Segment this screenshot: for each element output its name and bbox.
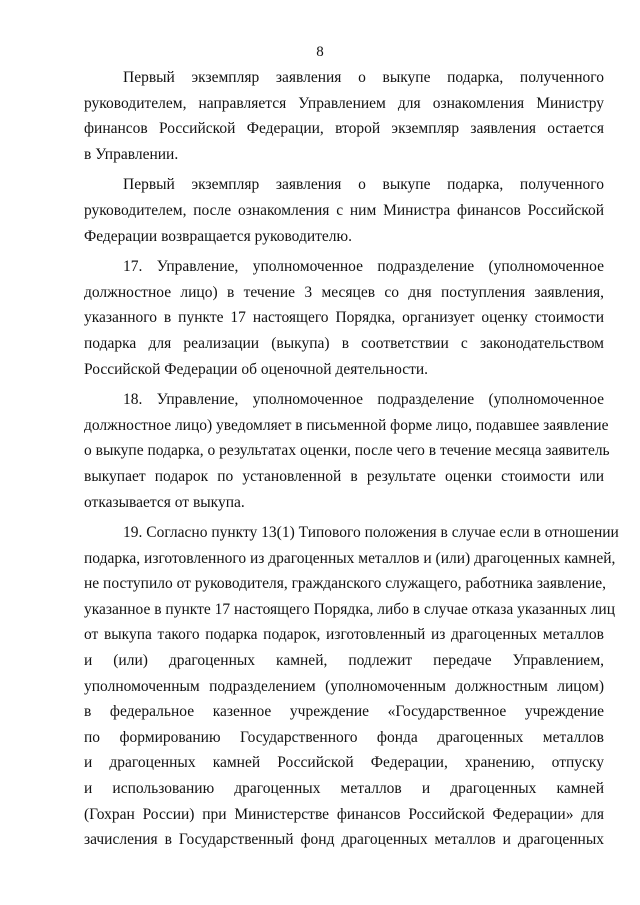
- text-line: руководителем, направляется Управлением для ознакомления Министру: [84, 94, 604, 112]
- paragraph-1: [84, 65, 604, 167]
- text-line: руководителем, после ознакомления с ним Министра финансов Российской: [84, 201, 604, 219]
- text-line: не поступило от руководителя, гражданского служащего, работника заявление,: [84, 575, 607, 593]
- text-line: и использованию драгоценных металлов и драгоценных камней: [84, 780, 604, 798]
- paragraph-18: [84, 387, 610, 515]
- text-line: 18. Управление, уполномоченное подразделение (уполномоченное: [123, 391, 604, 409]
- text-line: и драгоценных камней Российской Федерации, хранению, отпуску: [84, 754, 604, 772]
- text-line: Первый экземпляр заявления о выкупе подарка, полученного: [123, 176, 604, 194]
- text-line: отказывается от выкупа.: [84, 493, 245, 511]
- text-line: указанного в пункте 17 настоящего Порядка, организует оценку стоимости: [84, 309, 604, 327]
- text-line: Первый экземпляр заявления о выкупе подарка, полученного: [123, 69, 604, 86]
- text-line: выкупает подарок по установленной в результате оценки стоимости или: [84, 467, 604, 485]
- text-line: 19. Согласно пункту 13(1) Типового положения в случае если в отношении: [123, 524, 619, 542]
- text-line: (Гохран России) при Министерстве финансов Российской Федерации» для: [84, 805, 604, 823]
- text-line: должностное лицо) в течение 3 месяцев со дня поступления заявления,: [84, 283, 604, 301]
- page-number: 8: [316, 44, 324, 60]
- text-line: от выкупа такого подарка подарок, изготовленный из драгоценных металлов: [84, 626, 604, 644]
- text-line: должностное лицо) уведомляет в письменной форме лицо, подавшее заявление: [84, 416, 609, 434]
- text-line: финансов Российской Федерации, второй экземпляр заявления остается: [84, 120, 604, 138]
- text-line: в федеральное казенное учреждение «Государственное учреждение: [84, 703, 604, 721]
- text-line: по формированию Государственного фонда драгоценных металлов: [84, 728, 604, 746]
- paragraph-17: [84, 254, 604, 382]
- text-line: зачисления в Государственный фонд драгоценных металлов и драгоценных: [84, 831, 604, 849]
- text-line: Федерации возвращается руководителю.: [84, 227, 352, 245]
- text-line: подарка для реализации (выкупа) в соответствии с законодательством: [84, 334, 604, 352]
- paragraph-2: [84, 172, 604, 249]
- paragraph-19: [84, 520, 619, 853]
- text-line: в Управлении.: [84, 145, 179, 163]
- text-line: и (или) драгоценных камней, подлежит передаче Управлением,: [84, 652, 604, 670]
- text-line: указанное в пункте 17 настоящего Порядка, либо в случае отказа указанных лиц: [84, 600, 616, 618]
- text-line: 17. Управление, уполномоченное подразделение (уполномоченное: [123, 258, 604, 276]
- document-body: [84, 65, 619, 858]
- text-line: о выкупе подарка, о результатах оценки, после чего в течение месяца заявитель: [84, 442, 610, 460]
- text-line: подарка, изготовленного из драгоценных металлов и (или) драгоценных камней,: [84, 549, 616, 567]
- text-line: Российской Федерации об оценочной деятельности.: [84, 360, 429, 378]
- text-line: уполномоченным подразделением (уполномоченным должностным лицом): [84, 677, 604, 695]
